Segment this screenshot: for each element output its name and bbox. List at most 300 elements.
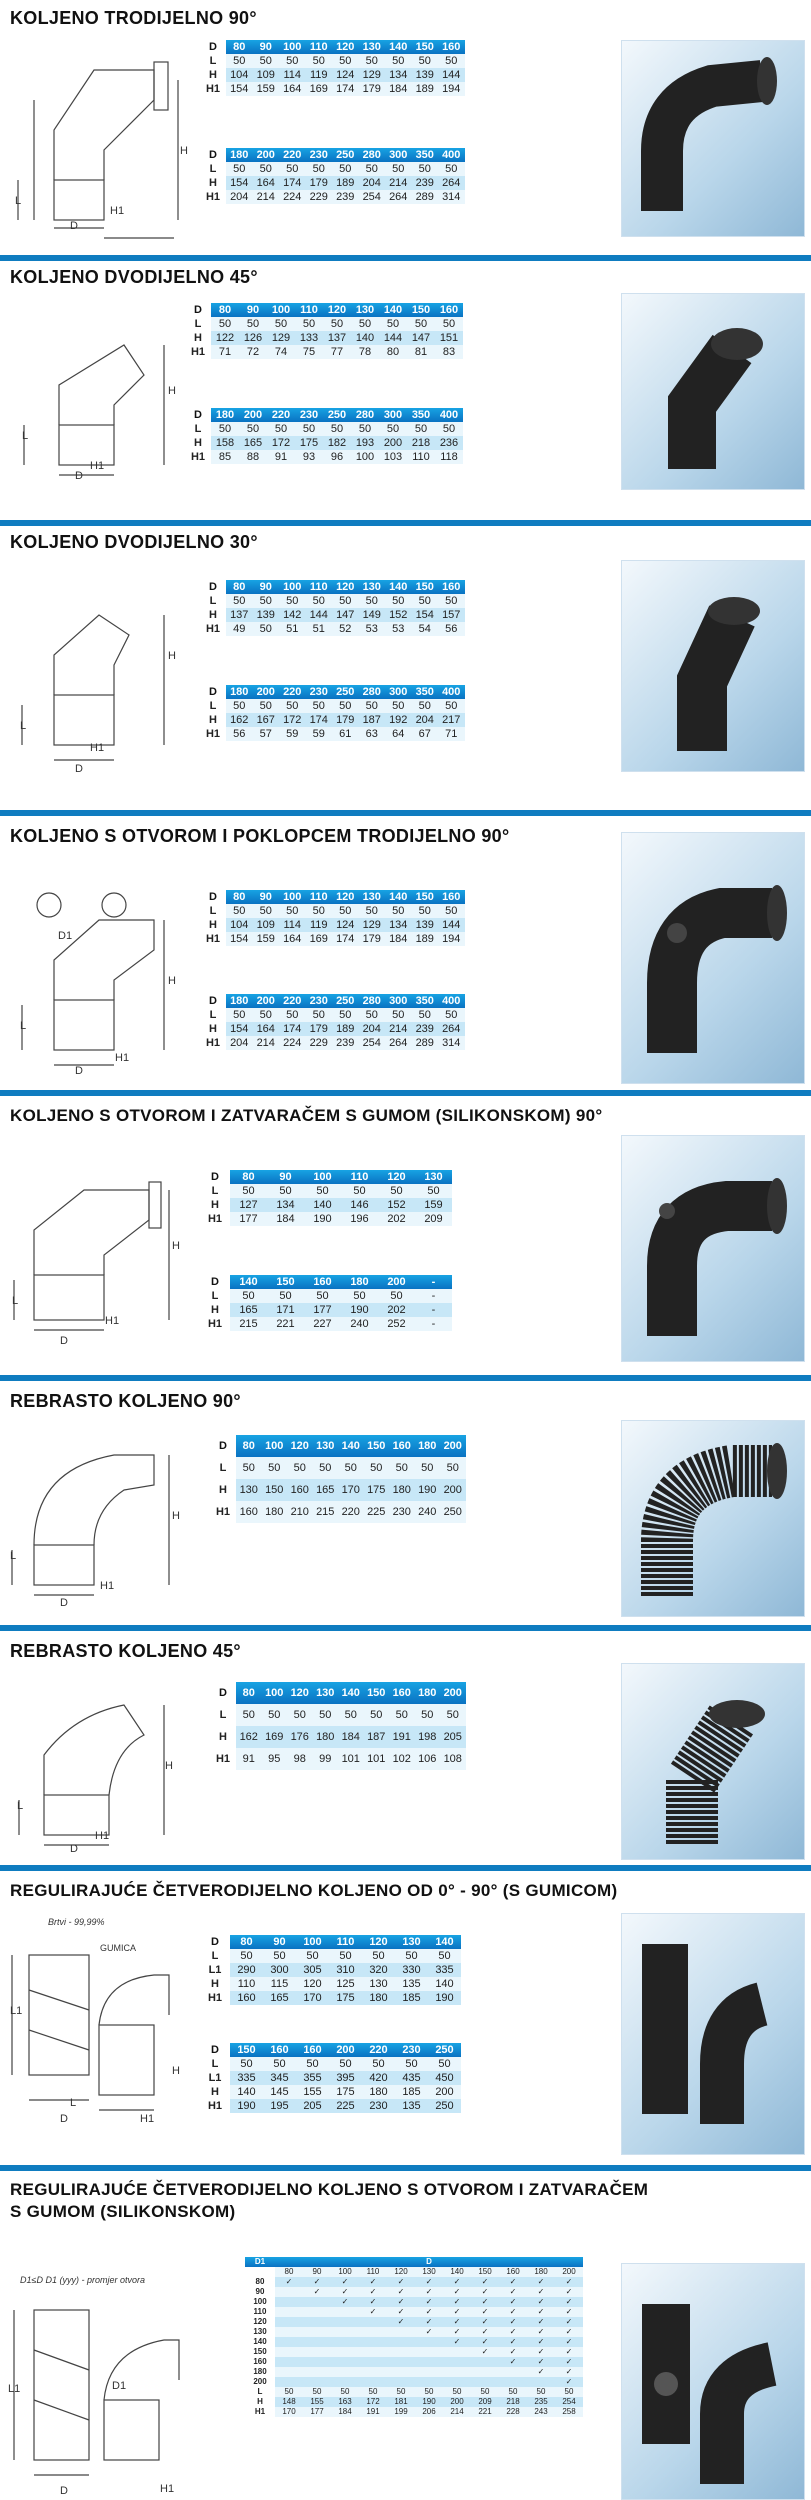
table-cell: 50 [226,699,253,713]
table-cell: 175 [295,436,323,450]
table-cell: 289 [412,190,439,204]
table-cell: 120 [287,1435,313,1457]
table-cell: 174 [279,176,306,190]
table-row [200,608,465,622]
table-cell: 250 [440,1501,466,1523]
table-cell: 100 [279,580,306,594]
table-cell: 174 [279,1022,306,1036]
table-cell: 56 [438,622,465,636]
table-cell: 130 [415,1170,452,1184]
row-label: 80 [255,2277,265,2286]
drawing-label-d: D [70,220,78,232]
table-cell: 250 [332,994,359,1008]
table-cell: 50 [262,1457,288,1479]
technical-drawing [4,2290,194,2495]
table-cell: 50 [295,317,323,331]
table-row [245,2267,583,2277]
table-cell: 59 [279,727,306,741]
drawing-label-l: L [10,1550,17,1562]
table-cell: 140 [385,580,412,594]
row-label: D [209,581,217,593]
row-label: D [219,1687,227,1699]
section-title: KOLJENO DVODIJELNO 45° [10,267,258,287]
table-cell: 174 [332,82,359,96]
table-row [200,622,465,636]
row-label: L [211,2058,219,2070]
check-cell: ✓ [527,2297,555,2307]
table-row [200,1949,461,1963]
table-cell: 290 [230,1963,263,1977]
table-cell: 164 [253,1022,280,1036]
elbow-pipe-icon [622,41,804,236]
table-cell: 120 [362,1935,395,1949]
table-cell: 227 [304,1317,341,1331]
table-cell: 50 [287,1457,313,1479]
table-cell: 81 [407,345,435,359]
check-cell: ✓ [359,2277,387,2287]
table-cell: 100 [351,450,379,464]
table-cell: 175 [364,1479,390,1501]
table-cell: 52 [332,622,359,636]
row-label: H [219,1484,227,1496]
table-cell: 50 [253,54,280,68]
table-row [200,594,465,608]
row-label: D [194,304,202,316]
table-cell: 91 [267,450,295,464]
table-cell: 50 [332,699,359,713]
table-cell: 54 [412,622,439,636]
row-label: D [211,1276,219,1288]
row-label: L [209,905,217,917]
check-cell [415,2367,443,2377]
table-cell: 110 [306,890,333,904]
table-cell: 130 [359,890,386,904]
table-cell: 139 [253,608,280,622]
table-cell: 119 [306,68,333,82]
table-cell: 150 [407,303,435,317]
technical-drawing [4,1430,184,1620]
table-cell: 50 [438,594,465,608]
table-cell: 250 [428,2043,461,2057]
check-cell: ✓ [555,2357,583,2367]
table-cell: 61 [332,727,359,741]
check-cell: ✓ [527,2307,555,2317]
table-cell: 50 [385,904,412,918]
table-cell: 218 [407,436,435,450]
technical-drawing [4,40,184,240]
table-cell: 50 [415,1457,441,1479]
row-label: H1 [207,1213,223,1225]
table-cell: 395 [329,2071,362,2085]
table-cell: 50 [378,1289,415,1303]
table-cell: 147 [332,608,359,622]
check-cell: ✓ [387,2297,415,2307]
table-cell: 164 [279,932,306,946]
table-cell: 184 [385,932,412,946]
table-cell: 280 [359,994,386,1008]
check-cell [275,2357,303,2367]
table-cell: 254 [359,1036,386,1050]
table-cell: 114 [279,918,306,932]
table-cell: 50 [253,622,280,636]
check-cell [303,2377,331,2387]
table-cell: 205 [440,1726,466,1748]
table-cell: 140 [230,1275,267,1289]
table-cell: 300 [385,148,412,162]
table-cell: 125 [329,1977,362,1991]
check-cell: ✓ [331,2287,359,2297]
table-cell: 280 [351,408,379,422]
drawing-label-l: L [17,1800,24,1812]
check-cell [275,2317,303,2327]
table-cell: 50 [359,2387,387,2397]
table-cell: 300 [379,408,407,422]
table-cell: 50 [239,422,267,436]
drawing-label-h1: H1 [95,1830,110,1842]
table-cell: 50 [230,1289,267,1303]
table-cell: 160 [389,1682,415,1704]
table-cell: 130 [351,303,379,317]
table-cell: 80 [211,303,239,317]
table-row [245,2307,583,2317]
column-header: 80 [275,2267,303,2277]
row-label [245,2267,275,2277]
table-cell: 50 [329,2057,362,2071]
check-cell: ✓ [527,2337,555,2347]
table-cell: 78 [351,345,379,359]
table-cell: 400 [435,408,463,422]
drawing-label-h: H [172,2065,180,2077]
section-divider [0,1375,811,1381]
compatibility-matrix [245,2257,583,2417]
check-cell: ✓ [359,2287,387,2297]
table-cell: 50 [313,1457,339,1479]
check-cell: ✓ [555,2347,583,2357]
table-cell: 225 [329,2099,362,2113]
table-cell: 221 [471,2407,499,2417]
check-cell [359,2367,387,2377]
table-cell: 50 [296,1949,329,1963]
table-cell: 140 [385,890,412,904]
table-cell: 160 [236,1501,262,1523]
product-photo [621,1913,805,2155]
row-label: H [209,714,217,726]
table-cell: 140 [351,331,379,345]
table-cell: 57 [253,727,280,741]
drawing-label-h1: H1 [140,2113,155,2125]
drawing-label-h1: H1 [105,1315,120,1327]
table-cell: 100 [296,1935,329,1949]
table-cell: 305 [296,1963,329,1977]
row-label: L [194,423,202,435]
drawing-label-d: D [70,1843,78,1855]
table-cell: 50 [287,1704,313,1726]
section-divider [0,1090,811,1096]
table-cell: 350 [407,408,435,422]
check-cell [359,2357,387,2367]
table-cell: 129 [267,331,295,345]
table-cell: 50 [438,904,465,918]
table-cell: 180 [389,1479,415,1501]
table-cell: 130 [359,580,386,594]
table-cell: 50 [435,317,463,331]
table-cell: 110 [306,580,333,594]
table-cell: 185 [395,1991,428,2005]
table-cell: 209 [471,2397,499,2407]
spec-table [200,148,465,204]
table-cell: 220 [267,408,295,422]
row-label: H1 [205,1037,221,1049]
table-cell: 50 [295,422,323,436]
table-cell: 180 [226,994,253,1008]
table-cell: 214 [443,2407,471,2417]
table-cell: 50 [385,1008,412,1022]
table-cell: 50 [306,162,333,176]
table-cell: 149 [359,608,386,622]
table-cell: 130 [359,40,386,54]
check-cell [331,2357,359,2367]
drawing-label-l: L [12,1295,19,1307]
row-label: H [219,1731,227,1743]
table-cell: 335 [230,2071,263,2085]
table-cell: 50 [230,1184,267,1198]
table-cell: 50 [438,1008,465,1022]
check-cell: ✓ [499,2277,527,2287]
table-cell: 169 [262,1726,288,1748]
table-cell: 127 [230,1198,267,1212]
table-row [210,1726,466,1748]
table-cell: 95 [262,1748,288,1770]
product-photo [621,1420,805,1617]
table-cell: 83 [435,345,463,359]
table-cell: 215 [230,1317,267,1331]
table-cell: 50 [359,54,386,68]
section-title: KOLJENO S OTVOROM I POKLOPCEM TRODIJELNO 90° [10,826,510,846]
table-cell: 177 [304,1303,341,1317]
table-cell: 50 [263,2057,296,2071]
table-cell: 190 [230,2099,263,2113]
table-cell: 163 [331,2397,359,2407]
row-label: 180 [253,2367,267,2376]
table-cell: - [415,1275,452,1289]
check-cell [415,2357,443,2367]
drawing-label-d: D [60,1597,68,1609]
row-label: H [194,332,202,344]
table-cell: 148 [275,2397,303,2407]
table-cell: 124 [332,68,359,82]
table-cell: 185 [395,2085,428,2099]
table-cell: 140 [338,1682,364,1704]
table-cell: 139 [412,68,439,82]
spec-table [210,1682,466,1770]
table-row [210,1704,466,1726]
table-cell: 202 [378,1212,415,1226]
table-cell: 67 [412,727,439,741]
table-cell: 200 [379,436,407,450]
table-row [210,1501,466,1523]
check-cell [303,2337,331,2347]
table-cell: 50 [362,2057,395,2071]
table-cell: 50 [275,2387,303,2397]
table-cell: 139 [412,918,439,932]
table-cell: 50 [226,594,253,608]
table-cell: 50 [438,162,465,176]
table-cell: 230 [306,685,333,699]
table-cell: 250 [428,2099,461,2113]
check-cell [415,2337,443,2347]
technical-drawing [4,1935,184,2155]
table-cell: 289 [412,1036,439,1050]
table-cell: 206 [415,2407,443,2417]
check-cell: ✓ [499,2307,527,2317]
check-cell [387,2327,415,2337]
row-label: H1 [205,933,221,945]
table-cell: 135 [395,1977,428,1991]
table-cell: 435 [395,2071,428,2085]
table-cell: 230 [389,1501,415,1523]
table-cell: 250 [323,408,351,422]
row-label: H1 [215,1753,231,1765]
table-cell: 330 [395,1963,428,1977]
spec-table [200,890,465,946]
row-label: H1 [205,83,221,95]
row-label: H [209,919,217,931]
table-row [185,408,463,422]
table-cell: 150 [412,40,439,54]
check-cell: ✓ [443,2327,471,2337]
table-cell: 100 [304,1170,341,1184]
table-cell: 300 [385,685,412,699]
check-cell [499,2377,527,2387]
check-cell: ✓ [555,2377,583,2387]
table-cell: 220 [279,994,306,1008]
check-cell: ✓ [443,2287,471,2297]
table-cell: 50 [412,594,439,608]
row-label: H1 [215,1506,231,1518]
drawing-label-d: D [60,2485,68,2497]
table-cell: 50 [306,904,333,918]
spec-table [200,40,465,96]
table-cell: 50 [359,904,386,918]
check-cell: ✓ [527,2347,555,2357]
check-cell: ✓ [527,2357,555,2367]
table-cell: 179 [306,176,333,190]
section-title: KOLJENO S OTVOROM I ZATVARAČEM S GUMOM (SILIKONSKOM) 90° [10,1106,603,1125]
drawing-label-h1: H1 [115,1052,130,1064]
technical-drawing [4,880,184,1080]
table-cell: 146 [341,1198,378,1212]
table-cell: 200 [440,1682,466,1704]
table-cell: 50 [332,54,359,68]
table-cell: 172 [359,2397,387,2407]
elbow-pipe-icon [622,294,804,489]
table-cell: 50 [262,1704,288,1726]
table-cell: 162 [236,1726,262,1748]
table-cell: 50 [296,2057,329,2071]
row-label: L1 [208,1964,222,1976]
drawing-label-h1: H1 [110,205,125,217]
check-cell [303,2297,331,2307]
table-row [245,2297,583,2307]
table-row [200,1935,461,1949]
table-cell: 80 [236,1435,262,1457]
table-cell: 214 [253,1036,280,1050]
table-cell: 158 [211,436,239,450]
row-label: H1 [205,623,221,635]
row-label: 120 [253,2317,267,2326]
table-cell: 130 [395,1935,428,1949]
table-cell: 50 [385,54,412,68]
table-row [200,2043,461,2057]
table-cell: 236 [435,436,463,450]
table-cell: 165 [263,1991,296,2005]
table-cell: 118 [435,450,463,464]
table-cell: 235 [527,2397,555,2407]
table-cell: 171 [267,1303,304,1317]
table-cell: 50 [412,904,439,918]
table-cell: 120 [332,890,359,904]
row-label: D [209,891,217,903]
table-row [200,162,465,176]
check-cell: ✓ [555,2367,583,2377]
table-cell: 80 [230,1935,263,1949]
table-cell: 204 [226,190,253,204]
product-photo [621,293,805,490]
table-cell: 154 [226,82,253,96]
table-cell: 50 [267,422,295,436]
table-cell: 50 [499,2387,527,2397]
table-cell: 179 [359,932,386,946]
table-cell: 164 [253,176,280,190]
table-cell: 264 [385,1036,412,1050]
table-cell: 80 [226,580,253,594]
section-koljeno-s-otvorom-poklopcem [0,810,811,1090]
table-cell: 106 [415,1748,441,1770]
section-divider [0,810,811,816]
table-cell: 205 [296,2099,329,2113]
table-cell: 220 [279,148,306,162]
section-title: REGULIRAJUĆE ČETVERODIJELNO KOLJENO S OTVOROM I ZATVARAČEM S GUMOM (SILIKONSKOM) [10,2180,649,2221]
check-cell [275,2327,303,2337]
product-photo [621,1135,805,1362]
row-label: 150 [253,2347,267,2356]
check-cell: ✓ [415,2327,443,2337]
section-divider [0,1865,811,1871]
row-label: H [209,609,217,621]
table-cell: 130 [236,1479,262,1501]
check-cell [443,2367,471,2377]
row-label: L [194,318,202,330]
table-cell: 50 [211,422,239,436]
row-label: L [209,163,217,175]
table-cell: 196 [341,1212,378,1226]
table-cell: 137 [323,331,351,345]
table-cell: 50 [323,422,351,436]
row-label: D [219,1440,227,1452]
table-cell: 180 [226,148,253,162]
section-regulirajuce-koljeno [0,1865,811,2165]
table-cell: 194 [438,82,465,96]
check-cell: ✓ [443,2297,471,2307]
table-row [200,148,465,162]
row-label: L1 [208,2072,222,2084]
drawing-label-d: D [60,1335,68,1347]
table-cell: 280 [359,148,386,162]
row-label: H1 [254,2407,266,2416]
table-cell: 50 [428,2057,461,2071]
table-cell: 50 [415,1704,441,1726]
check-cell [331,2377,359,2387]
